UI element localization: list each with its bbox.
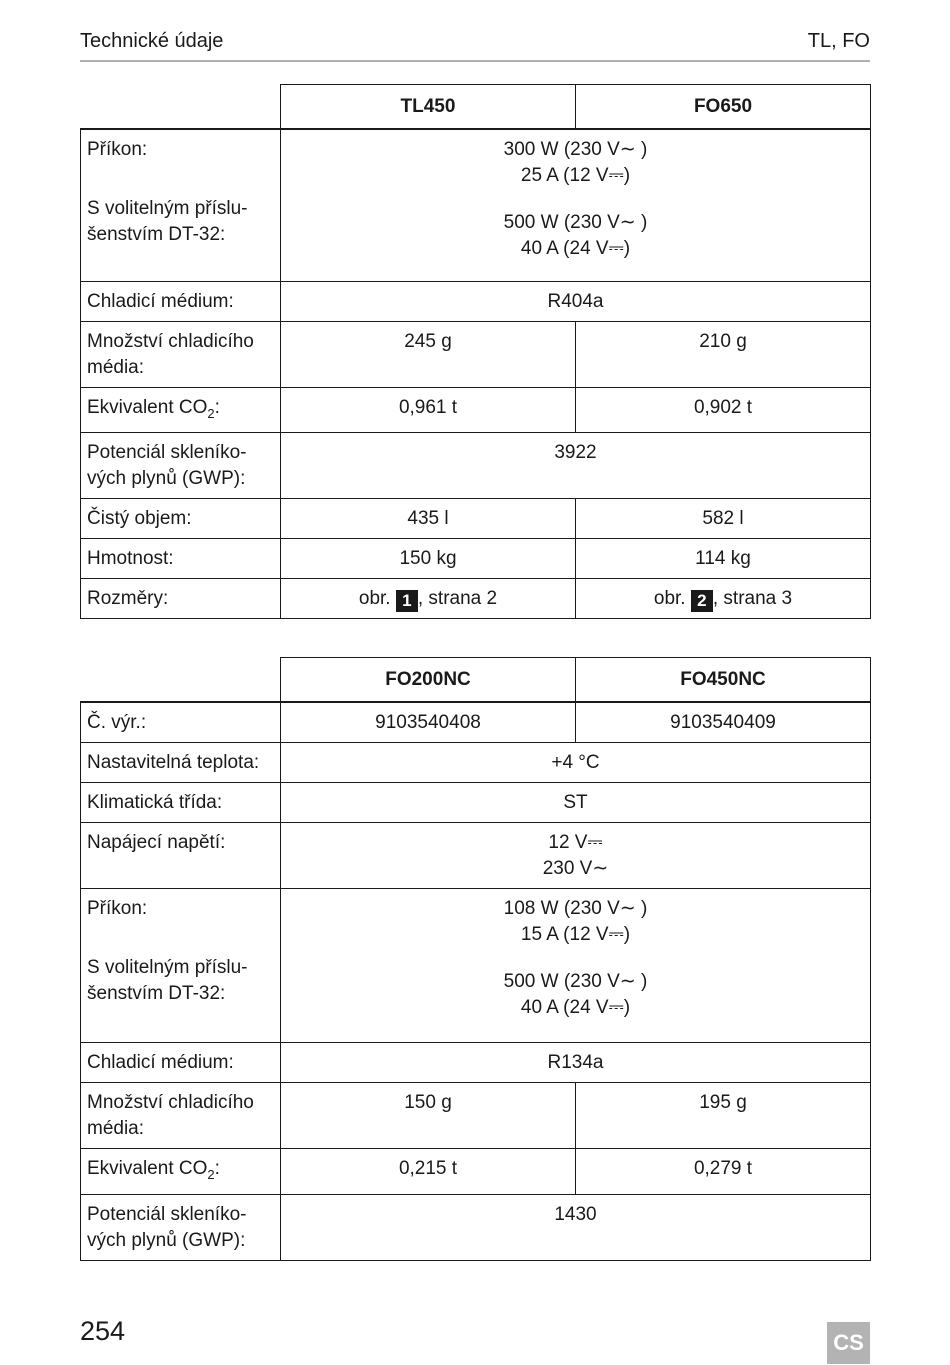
label-gwp: Potenciál skleníko-vých plynů (GWP): xyxy=(81,1194,281,1260)
opt-value-2: 40 A (24 V⎓) xyxy=(520,997,631,1018)
figure-number-badge: 2 xyxy=(691,590,713,612)
co2-subscript: 2 xyxy=(207,405,215,421)
strana-text: , strana 3 xyxy=(712,588,793,610)
language-badge: CS xyxy=(827,1322,870,1364)
value-vyr-1: 9103540408 xyxy=(281,702,576,743)
value-co2-2: 0,902 t xyxy=(576,387,871,433)
value-co2-2: 0,279 t xyxy=(576,1149,871,1195)
header-model: TL, FO xyxy=(807,30,870,52)
header-blank xyxy=(81,658,281,703)
label-co2 xyxy=(81,387,281,433)
label-co2 xyxy=(81,1149,281,1195)
label-prikon xyxy=(81,129,281,281)
co2-text: Ekvivalent CO xyxy=(87,1158,208,1179)
label-medium: Chladicí médium: xyxy=(81,281,281,321)
opt-value-1: 500 W (230 V∼ ) xyxy=(503,212,648,233)
page-number: 254 xyxy=(80,1316,126,1346)
header-blank xyxy=(81,85,281,130)
col-header-tl450: TL450 xyxy=(281,85,576,130)
value-hmotnost-1: 150 kg xyxy=(281,539,576,579)
col-header-fo650: FO650 xyxy=(576,85,871,130)
col-header-fo200nc: FO200NC xyxy=(281,658,576,703)
label-hmotnost: Hmotnost: xyxy=(81,539,281,579)
napeti-value-2: 230 V∼ xyxy=(542,858,609,879)
value-mnozstvi-2: 210 g xyxy=(576,321,871,387)
figure-number-badge: 1 xyxy=(396,590,418,612)
strana-text: , strana 2 xyxy=(417,588,498,610)
label-napeti: Napájecí napětí: xyxy=(81,823,281,889)
opt-label: S volitelným příslu-šenstvím DT-32: xyxy=(87,198,248,245)
value-objem-2: 582 l xyxy=(576,499,871,539)
value-prikon xyxy=(281,129,871,281)
napeti-value-1: 12 V⎓ xyxy=(548,832,603,853)
value-co2-1: 0,961 t xyxy=(281,387,576,433)
label-teplota: Nastavitelná teplota: xyxy=(81,743,281,783)
value-gwp: 1430 xyxy=(281,1194,871,1260)
obr-text: obr. xyxy=(653,588,686,610)
value-prikon xyxy=(281,889,871,1043)
value-napeti xyxy=(281,823,871,889)
opt-label: S volitelným příslu-šenstvím DT-32: xyxy=(87,957,248,1004)
label-mnozstvi: Množství chladicího média: xyxy=(81,1083,281,1149)
label-trida: Klimatická třída: xyxy=(81,783,281,823)
opt-value-2: 40 A (24 V⎓) xyxy=(520,238,631,259)
label-prikon xyxy=(81,889,281,1043)
obr-text: obr. xyxy=(358,588,391,610)
prikon-label: Příkon: xyxy=(87,898,148,919)
value-mnozstvi-2: 195 g xyxy=(576,1083,871,1149)
co2-colon: : xyxy=(214,1158,220,1179)
value-mnozstvi-1: 245 g xyxy=(281,321,576,387)
label-mnozstvi: Množství chladicího média: xyxy=(81,321,281,387)
prikon-value-1: 300 W (230 V∼ ) xyxy=(503,139,648,160)
value-vyr-2: 9103540409 xyxy=(576,702,871,743)
value-medium: R404a xyxy=(281,281,871,321)
page-header xyxy=(80,28,870,62)
value-trida: ST xyxy=(281,783,871,823)
spec-table-2 xyxy=(80,657,871,1261)
value-gwp: 3922 xyxy=(281,433,871,499)
prikon-value-1: 108 W (230 V∼ ) xyxy=(503,898,648,919)
value-teplota: +4 °C xyxy=(281,743,871,783)
opt-value-1: 500 W (230 V∼ ) xyxy=(503,971,648,992)
label-rozmery: Rozměry: xyxy=(81,579,281,619)
label-gwp: Potenciál skleníko-vých plynů (GWP): xyxy=(81,433,281,499)
value-rozmery-1 xyxy=(281,579,576,619)
label-objem: Čistý objem: xyxy=(81,499,281,539)
value-rozmery-2 xyxy=(576,579,871,619)
value-hmotnost-2: 114 kg xyxy=(576,539,871,579)
spec-table-1 xyxy=(80,84,871,619)
label-medium: Chladicí médium: xyxy=(81,1043,281,1083)
co2-text: Ekvivalent CO xyxy=(87,396,208,418)
label-vyr: Č. výr.: xyxy=(81,702,281,743)
prikon-label: Příkon: xyxy=(87,139,148,160)
prikon-value-2: 25 A (12 V⎓) xyxy=(520,165,631,186)
col-header-fo450nc: FO450NC xyxy=(576,658,871,703)
value-co2-1: 0,215 t xyxy=(281,1149,576,1195)
co2-colon: : xyxy=(214,396,220,418)
value-mnozstvi-1: 150 g xyxy=(281,1083,576,1149)
header-title: Technické údaje xyxy=(80,30,224,52)
co2-subscript: 2 xyxy=(207,1166,215,1182)
value-objem-1: 435 l xyxy=(281,499,576,539)
value-medium: R134a xyxy=(281,1043,871,1083)
prikon-value-2: 15 A (12 V⎓) xyxy=(520,924,631,945)
